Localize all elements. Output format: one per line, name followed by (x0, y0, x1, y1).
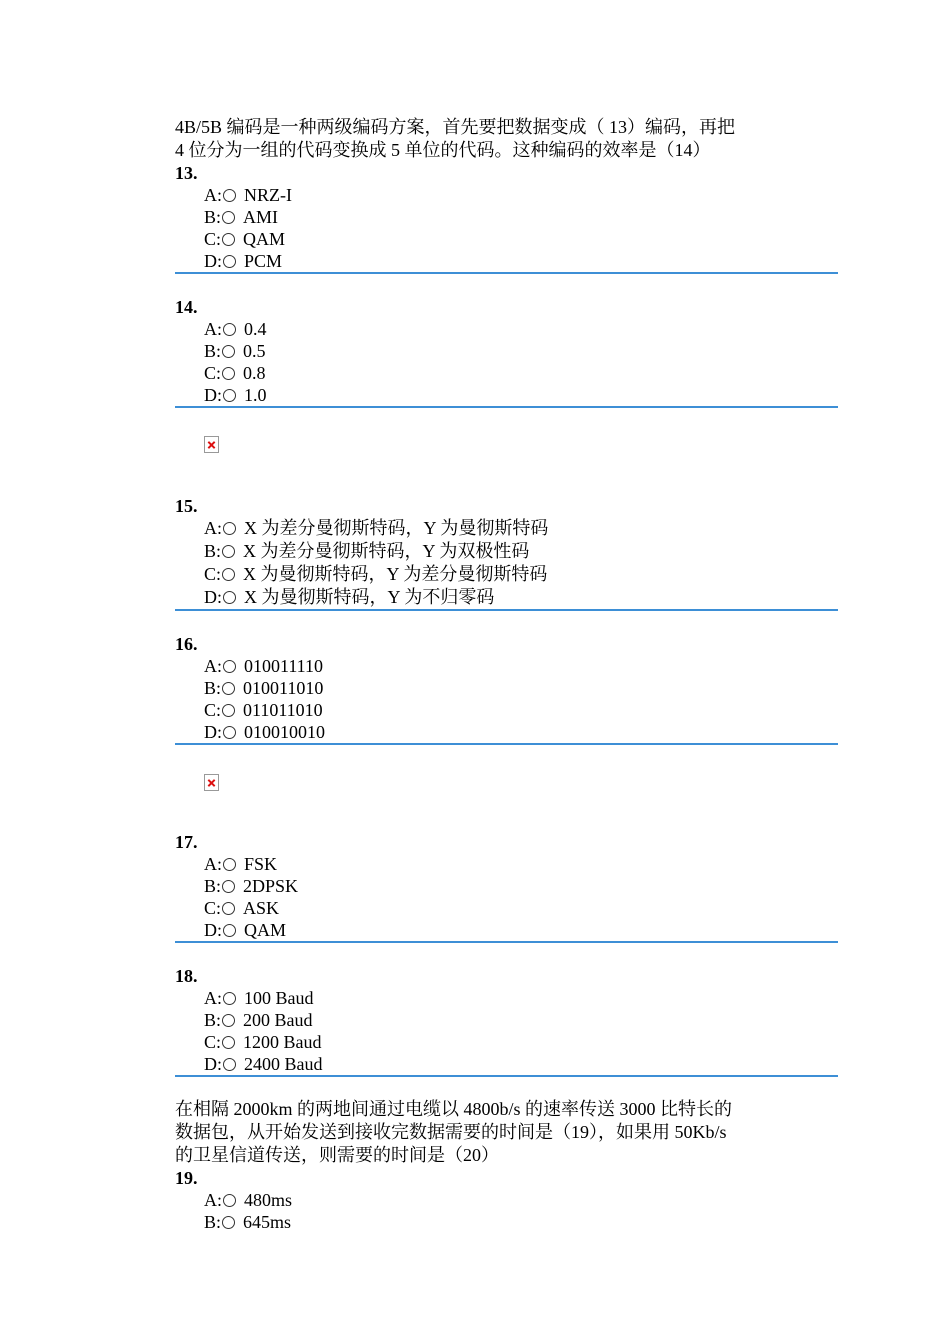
option-b[interactable] (204, 677, 838, 699)
option-text: X 为差分曼彻斯特码，Y 为双极性码 (243, 541, 530, 561)
option-text: QAM (244, 920, 287, 940)
radio-button[interactable] (222, 545, 235, 558)
radio-button[interactable] (223, 1194, 236, 1207)
option-key: C: (204, 700, 222, 720)
option-text: 010011010 (243, 678, 324, 698)
option-c[interactable] (204, 1031, 838, 1053)
intro-paragraph-1 (175, 116, 838, 162)
option-text: 645ms (243, 1212, 292, 1232)
radio-button[interactable] (222, 1216, 235, 1229)
option-d[interactable] (204, 1053, 838, 1075)
option-key: B: (204, 341, 222, 361)
option-text: 010010010 (244, 722, 325, 742)
radio-button[interactable] (222, 568, 235, 581)
option-a[interactable] (204, 853, 838, 875)
radio-button[interactable] (223, 522, 236, 535)
option-a[interactable] (204, 517, 838, 540)
option-text: 200 Baud (243, 1010, 313, 1030)
radio-button[interactable] (222, 345, 235, 358)
option-key: C: (204, 229, 222, 249)
option-d[interactable] (204, 250, 838, 272)
question-16-number: 16. (175, 634, 198, 654)
radio-button[interactable] (223, 858, 236, 871)
option-a[interactable] (204, 184, 838, 206)
question-17-options (175, 853, 838, 941)
option-key: C: (204, 363, 222, 383)
question-18-number: 18. (175, 966, 198, 986)
option-key: A: (204, 988, 222, 1008)
intro-line: 在相隔 2000km 的两地间通过电缆以 4800b/s 的速率传送 3000 比特长的 (175, 1099, 733, 1119)
option-text: 480ms (244, 1190, 293, 1210)
option-text: NRZ-I (244, 185, 292, 205)
radio-button[interactable] (222, 682, 235, 695)
option-text: 2DPSK (243, 876, 299, 896)
option-text: 010011110 (244, 656, 323, 676)
option-key: D: (204, 385, 222, 405)
intro-line: 4B/5B 编码是一种两级编码方案，首先要把数据变成（ 13）编码，再把 (175, 117, 736, 137)
option-key: D: (204, 587, 222, 607)
option-a[interactable] (204, 1189, 838, 1211)
option-key: A: (204, 185, 222, 205)
question-15-number: 15. (175, 496, 198, 516)
option-c[interactable] (204, 228, 838, 250)
radio-button[interactable] (223, 255, 236, 268)
radio-button[interactable] (222, 367, 235, 380)
option-d[interactable] (204, 384, 838, 406)
option-text: ASK (243, 898, 280, 918)
option-key: B: (204, 541, 222, 561)
option-a[interactable] (204, 318, 838, 340)
radio-button[interactable] (223, 591, 236, 604)
option-key: D: (204, 251, 222, 271)
option-c[interactable] (204, 362, 838, 384)
radio-button[interactable] (222, 1014, 235, 1027)
option-key: B: (204, 207, 222, 227)
question-13-number: 13. (175, 163, 198, 183)
option-key: D: (204, 1054, 222, 1074)
option-text: FSK (244, 854, 278, 874)
question-14-options (175, 318, 838, 406)
radio-button[interactable] (223, 1058, 236, 1071)
question-16-options (175, 655, 838, 743)
option-key: A: (204, 1190, 222, 1210)
option-text: QAM (243, 229, 286, 249)
question-18-options (175, 987, 838, 1075)
question-14-number: 14. (175, 297, 198, 317)
radio-button[interactable] (223, 992, 236, 1005)
question-19-options (175, 1189, 838, 1233)
radio-button[interactable] (223, 189, 236, 202)
option-key: D: (204, 722, 222, 742)
option-key: D: (204, 920, 222, 940)
question-17-number: 17. (175, 832, 198, 852)
broken-image-icon (204, 436, 219, 453)
option-d[interactable] (204, 919, 838, 941)
option-key: C: (204, 564, 222, 584)
option-text: 1200 Baud (243, 1032, 322, 1052)
option-key: A: (204, 518, 222, 538)
option-d[interactable] (204, 586, 838, 609)
option-text: X 为曼彻斯特码，Y 为差分曼彻斯特码 (243, 564, 548, 584)
radio-button[interactable] (222, 704, 235, 717)
option-key: A: (204, 319, 222, 339)
question-13-options (175, 184, 838, 272)
option-b[interactable] (204, 1009, 838, 1031)
option-text: X 为差分曼彻斯特码，Y 为曼彻斯特码 (244, 518, 549, 538)
question-19-number: 19. (175, 1168, 198, 1188)
option-a[interactable] (204, 655, 838, 677)
option-c[interactable] (204, 699, 838, 721)
intro-line: 4 位分为一组的代码变换成 5 单位的代码。这种编码的效率是（14） (175, 140, 711, 160)
option-text: 1.0 (244, 385, 267, 405)
radio-button[interactable] (222, 1036, 235, 1049)
option-b[interactable] (204, 540, 838, 563)
option-b[interactable] (204, 206, 838, 228)
option-text: X 为曼彻斯特码，Y 为不归零码 (244, 587, 495, 607)
option-text: PCM (244, 251, 283, 271)
question-15-options (175, 517, 838, 609)
option-text: 100 Baud (244, 988, 314, 1008)
option-a[interactable] (204, 987, 838, 1009)
option-key: A: (204, 656, 222, 676)
option-text: 2400 Baud (244, 1054, 323, 1074)
option-key: B: (204, 1010, 222, 1030)
intro-line: 数据包，从开始发送到接收完数据需要的时间是（19），如果用 50Kb/s (175, 1122, 727, 1142)
broken-image-icon (204, 774, 219, 791)
option-text: 0.4 (244, 319, 267, 339)
option-c[interactable] (204, 563, 838, 586)
option-key: B: (204, 876, 222, 896)
option-key: A: (204, 854, 222, 874)
option-b[interactable] (204, 875, 838, 897)
radio-button[interactable] (223, 726, 236, 739)
radio-button[interactable] (223, 660, 236, 673)
radio-button[interactable] (223, 924, 236, 937)
radio-button[interactable] (222, 211, 235, 224)
option-key: B: (204, 678, 222, 698)
option-b[interactable] (204, 340, 838, 362)
option-b[interactable] (204, 1211, 838, 1233)
option-text: 0.5 (243, 341, 266, 361)
option-text: AMI (243, 207, 279, 227)
radio-button[interactable] (223, 389, 236, 402)
radio-button[interactable] (222, 233, 235, 246)
option-key: B: (204, 1212, 222, 1232)
option-key: C: (204, 1032, 222, 1052)
document-page (175, 116, 838, 1233)
radio-button[interactable] (223, 323, 236, 336)
option-d[interactable] (204, 721, 838, 743)
option-text: 0.8 (243, 363, 266, 383)
option-c[interactable] (204, 897, 838, 919)
option-key: C: (204, 898, 222, 918)
radio-button[interactable] (222, 880, 235, 893)
intro-paragraph-2 (175, 1098, 838, 1167)
radio-button[interactable] (222, 902, 235, 915)
intro-line: 的卫星信道传送，则需要的时间是（20） (175, 1145, 499, 1165)
option-text: 011011010 (243, 700, 323, 720)
